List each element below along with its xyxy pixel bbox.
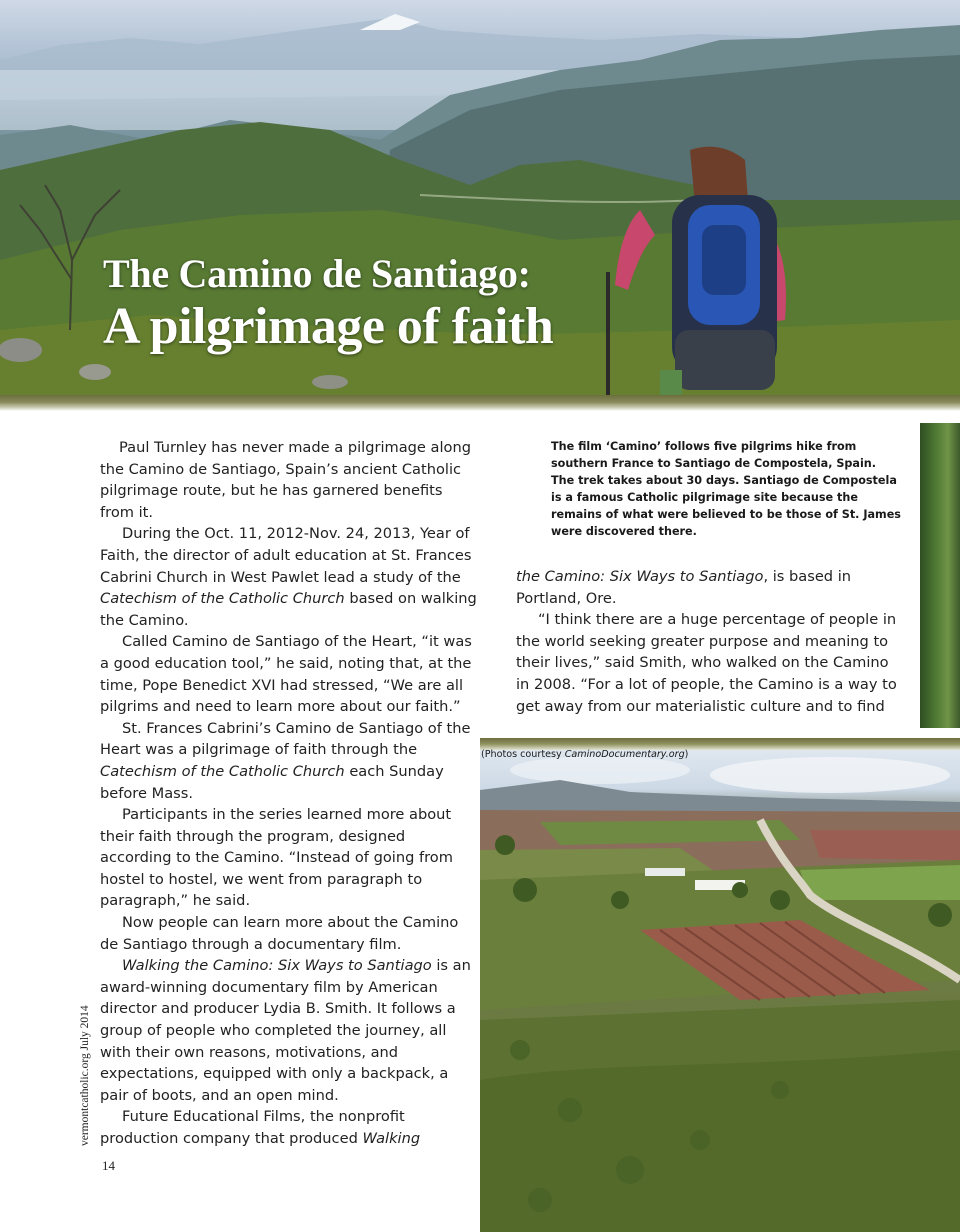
paragraph: Called Camino de Santiago of the Heart, “it was a good education tool,” he said, noting that, at the time, Pope Benedict XVI had stressed, “We are all pilgrims and need to learn more about our faith.”	[100, 633, 472, 716]
landscape-photo	[480, 750, 960, 1232]
paragraph: St. Frances Cabrini’s Camino de Santiago of the Heart was a pilgrimage of faith through the Catechism of the Catholic Church each Sunday before Mass.	[100, 719, 471, 802]
paragraph: the Camino: Six Ways to Santiago, is based in Portland, Ore.	[516, 568, 852, 607]
paragraph: Participants in the series learned more about their faith through the program, designed according to the Camino. “Instead of going from hostel to hostel, we went from paragraph to paragraph,” he said.	[100, 806, 453, 910]
paragraph: During the Oct. 11, 2012-Nov. 24, 2013, Year of Faith, the director of adult education at St. Frances Cabrini Church in West Pawlet lead a study of the Catechism of the Catholic Church based on walking the Camino.	[100, 525, 477, 629]
paragraph: Now people can learn more about the Camino de Santiago through a documentary film.	[100, 914, 459, 953]
body-column-left	[100, 437, 480, 1150]
hero-photo	[0, 0, 960, 395]
photo-credit: (Photos courtesy CaminoDocumentary.org)	[481, 749, 689, 760]
divider-band	[0, 395, 960, 411]
publication-date-footer: vermontcatholic.org July 2014	[79, 1005, 91, 1146]
title-line-1: The Camino de Santiago:	[103, 251, 531, 296]
paragraph: Paul Turnley has never made a pilgrimage along the Camino de Santiago, Spain’s ancient Catholic pilgrimage route, but he has garnered benefits from it.	[100, 439, 471, 521]
photo-caption: The film ‘Camino’ follows five pilgrims hike from southern France to Santiago de Compostela, Spain. The trek takes about 30 days. Santiago de Compostela is a famous Catholic pilgrimage site because the remains of what were believed to be those of St. James were discovered there.	[551, 440, 901, 538]
edge-photo-strip	[920, 423, 960, 728]
body-column-right	[516, 566, 902, 717]
paragraph: Future Educational Films, the nonprofit production company that produced Walking	[100, 1108, 421, 1147]
article-title	[103, 252, 553, 355]
paragraph: Walking the Camino: Six Ways to Santiago is an award-winning documentary film by American director and producer Lydia B. Smith. It follows a group of people who completed the journey, all with their own reasons, motivations, and expectations, equipped with only a backpack, a pair of boots, and an open mind.	[100, 957, 471, 1104]
page-number: 14	[102, 1158, 115, 1173]
paragraph: “I think there are a huge percentage of people in the world seeking greater purpose and meaning to their lives,” said Smith, who walked on the Camino in 2008. “For a lot of people, the Camino is a way to get away from our materialistic culture and to find	[516, 611, 897, 715]
farmland-illustration	[480, 750, 960, 1232]
title-line-2: A pilgrimage of faith	[103, 298, 554, 355]
